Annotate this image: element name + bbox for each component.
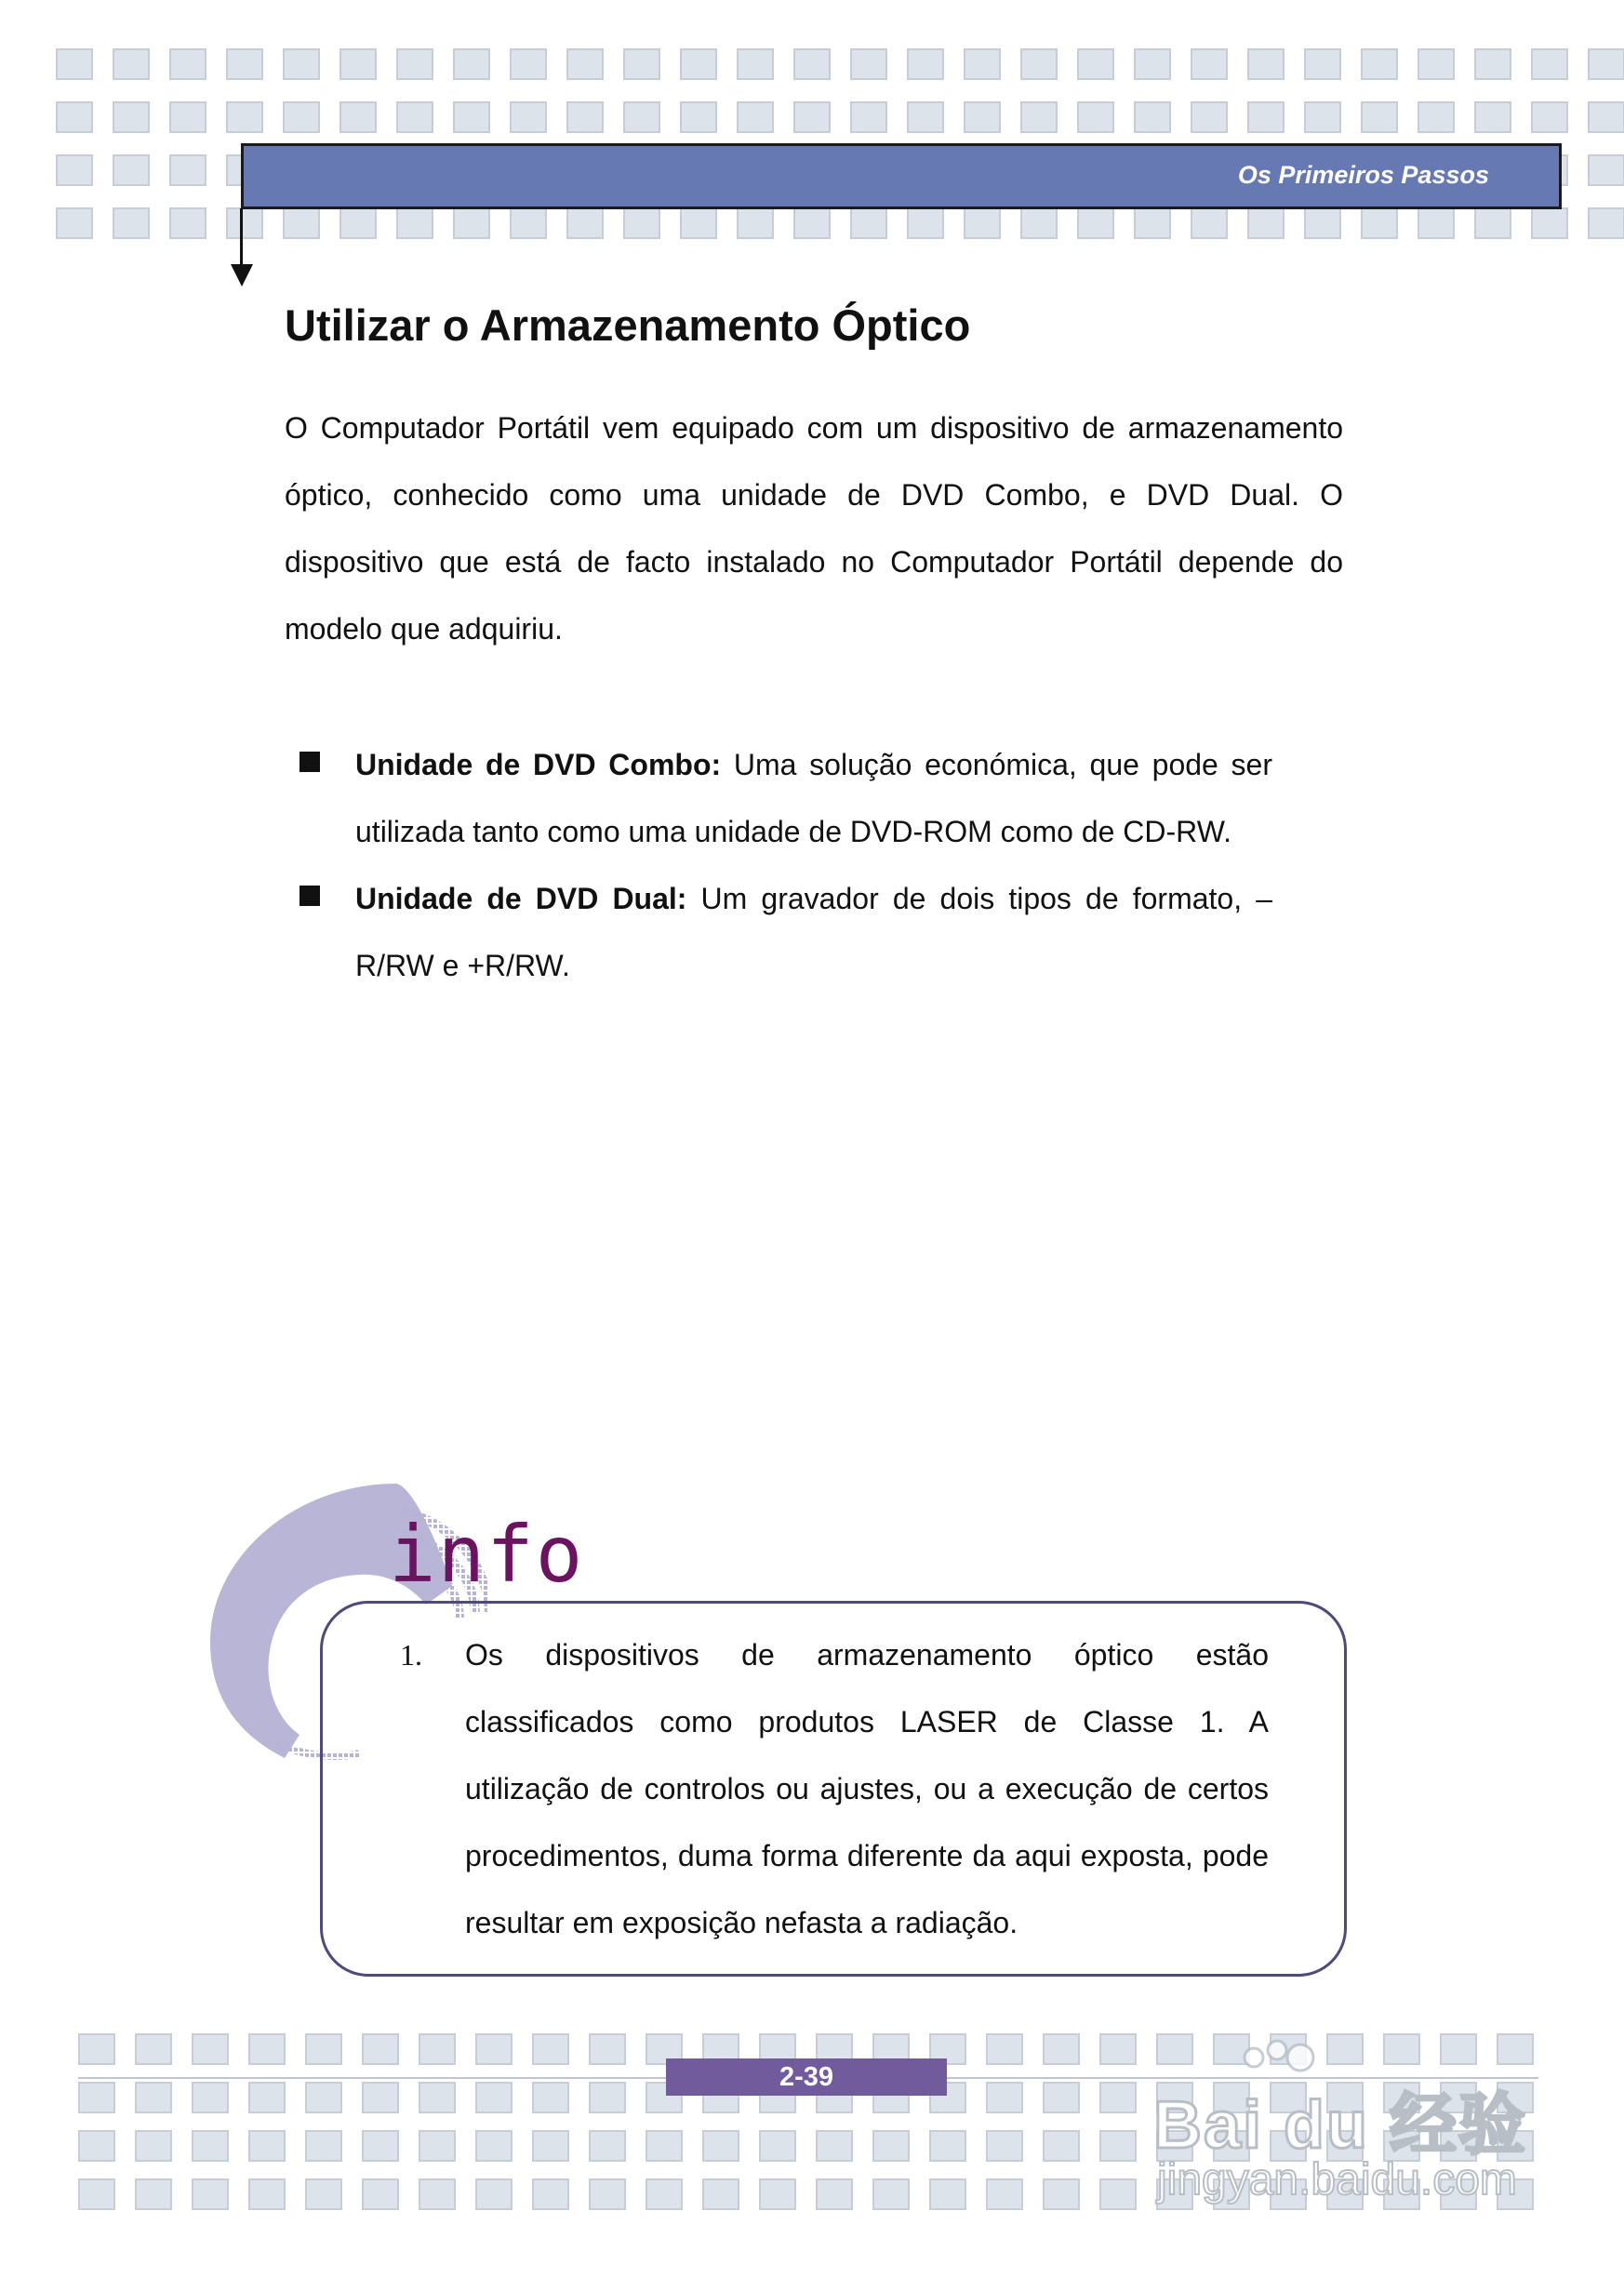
grid-tile [339,207,377,239]
grid-tile [964,207,1001,239]
grid-tile [169,101,206,133]
grid-tile [1588,207,1624,239]
grid-tile [475,2130,512,2162]
grid-tile [589,2178,626,2210]
grid-tile [623,207,660,239]
grid-tile [1531,48,1568,80]
grid-tile [396,48,433,80]
grid-tile [793,207,831,239]
grid-tile [192,2033,229,2065]
grid-tile [283,207,320,239]
grid-tile [737,101,774,133]
grid-tile [419,2082,456,2113]
grid-tile [1304,101,1341,133]
grid-tile [396,207,433,239]
grid-tile [113,207,150,239]
grid-tile [1134,101,1171,133]
grid-tile [1497,2033,1534,2065]
grid-tile [1020,207,1058,239]
grid-tile [396,101,433,133]
grid-tile [192,2178,229,2210]
grid-tile [1043,2033,1080,2065]
grid-tile [1247,48,1285,80]
grid-tile [248,2178,286,2210]
grid-tile [475,2082,512,2113]
grid-tile [510,48,547,80]
arrow-stem [240,208,243,268]
grid-tile [226,207,263,239]
grid-tile [1043,2082,1080,2113]
grid-tile [226,101,263,133]
grid-tile [737,48,774,80]
grid-tile [1077,101,1114,133]
bullet-term: Unidade de DVD Combo: [355,748,722,781]
grid-tile [283,48,320,80]
grid-tile [566,48,604,80]
grid-tile [737,207,774,239]
grid-tile [113,48,150,80]
grid-tile [510,101,547,133]
grid-tile [1418,48,1455,80]
grid-tile [192,2082,229,2113]
grid-tile [453,48,490,80]
grid-tile [305,2130,342,2162]
grid-tile [793,48,831,80]
grid-tile [339,48,377,80]
grid-tile [964,101,1001,133]
grid-tile [113,154,150,186]
grid-tile [475,2178,512,2210]
bullet-text: Uma solução económica, que pode ser utilizada tanto como uma unidade de DVD-ROM como de CD-RW. [355,748,1272,848]
grid-tile [169,207,206,239]
grid-tile [759,2130,796,2162]
grid-tile [1474,101,1511,133]
grid-tile [850,101,887,133]
arrow-down-icon [231,264,253,286]
grid-tile [1304,48,1341,80]
grid-tile [623,101,660,133]
grid-tile [56,154,93,186]
grid-tile [1099,2130,1137,2162]
page-number: 2-39 [666,2058,947,2096]
grid-tile [1418,207,1455,239]
grid-tile [680,48,717,80]
grid-tile [113,101,150,133]
grid-tile [532,2178,569,2210]
grid-tile [169,154,206,186]
grid-tile [872,2130,910,2162]
square-bullet-icon [300,886,320,906]
info-label: info [389,1509,585,1600]
grid-tile [362,2178,399,2210]
grid-tile [1134,207,1171,239]
grid-tile [1134,48,1171,80]
grid-tile [929,2178,966,2210]
info-item-number: 1. [400,1638,422,1672]
grid-tile [1474,207,1511,239]
grid-tile [135,2130,172,2162]
grid-tile [56,207,93,239]
grid-tile [135,2033,172,2065]
grid-tile [1077,48,1114,80]
grid-tile [1020,101,1058,133]
grid-tile [248,2130,286,2162]
grid-tile [1191,48,1228,80]
grid-tile [135,2178,172,2210]
grid-tile [986,2130,1023,2162]
grid-tile [1588,101,1624,133]
grid-tile [419,2178,456,2210]
grid-tile [78,2178,115,2210]
grid-tile [1191,207,1228,239]
grid-tile [872,2178,910,2210]
grid-tile [623,48,660,80]
grid-tile [248,2082,286,2113]
grid-tile [283,101,320,133]
grid-tile [226,48,263,80]
grid-tile [907,48,944,80]
grid-tile [1043,2130,1080,2162]
grid-tile [135,2082,172,2113]
grid-tile [1588,48,1624,80]
grid-tile [305,2033,342,2065]
grid-tile [1531,207,1568,239]
list-item [300,865,1272,999]
grid-tile [419,2130,456,2162]
grid-tile [1361,101,1398,133]
grid-tile [1531,101,1568,133]
grid-tile [680,207,717,239]
grid-tile [793,101,831,133]
grid-tile [929,2130,966,2162]
grid-tile [986,2033,1023,2065]
grid-tile [1099,2178,1137,2210]
grid-tile [589,2033,626,2065]
grid-tile [1474,48,1511,80]
grid-tile [816,2178,853,2210]
grid-tile [1077,207,1114,239]
grid-tile [646,2130,683,2162]
grid-tile [1418,101,1455,133]
square-bullet-icon [300,752,320,772]
grid-tile [680,101,717,133]
grid-tile [1099,2082,1137,2113]
grid-tile [56,101,93,133]
grid-tile [78,2033,115,2065]
grid-tile [964,48,1001,80]
grid-tile [1043,2178,1080,2210]
grid-tile [566,207,604,239]
grid-tile [566,101,604,133]
watermark-brand: Bai du 经验 [1153,2088,1528,2163]
feature-list [300,731,1272,999]
grid-tile [532,2082,569,2113]
grid-tile [1247,207,1285,239]
grid-tile [1361,207,1398,239]
intro-paragraph: O Computador Portátil vem equipado com um dispositivo de armazenamento óptico, conhecido como uma unidade de DVD Combo, e DVD Dual. O dispositivo que está de facto instalado no Computador Portátil depende do modelo que adquiriu. [285,411,1343,646]
grid-tile [532,2033,569,2065]
watermark-url: jingyan.baidu.com [1157,2155,1517,2205]
grid-tile [453,207,490,239]
bullet-term: Unidade de DVD Dual: [355,882,687,915]
grid-tile [453,101,490,133]
grid-tile [1383,2033,1420,2065]
grid-tile [339,101,377,133]
grid-tile [248,2033,286,2065]
grid-tile [589,2130,626,2162]
grid-tile [510,207,547,239]
grid-tile [1191,101,1228,133]
grid-tile [192,2130,229,2162]
grid-tile [1588,154,1624,186]
info-item-text: Os dispositivos de armazenamento óptico estão classificados como produtos LASER de Classe 1. A utilização de controlos ou ajustes, ou a execução de certos procedimentos, duma forma diferente da aqui exposta, pode resultar em exposição nefasta a radiação. [465,1638,1269,1939]
grid-tile [1099,2033,1137,2065]
grid-tile [702,2178,739,2210]
grid-tile [169,48,206,80]
grid-tile [850,48,887,80]
grid-tile [759,2178,796,2210]
grid-tile [589,2082,626,2113]
list-item [300,731,1272,865]
grid-tile [1326,2033,1364,2065]
grid-tile [1440,2033,1477,2065]
grid-tile [78,2130,115,2162]
grid-tile [419,2033,456,2065]
grid-tile [1247,101,1285,133]
grid-tile [305,2082,342,2113]
page-title: Utilizar o Armazenamento Óptico [285,300,971,350]
grid-tile [1020,48,1058,80]
grid-tile [816,2130,853,2162]
grid-tile [907,207,944,239]
bullet-text: Um gravador de dois tipos de formato, –R/RW e +R/RW. [355,882,1273,982]
grid-tile [702,2130,739,2162]
grid-tile [78,2082,115,2113]
grid-tile [907,101,944,133]
grid-tile [362,2033,399,2065]
grid-tile [646,2178,683,2210]
section-title: Os Primeiros Passos [1237,161,1489,189]
grid-tile [986,2178,1023,2210]
grid-tile [986,2082,1023,2113]
grid-tile [56,48,93,80]
grid-tile [475,2033,512,2065]
grid-tile [305,2178,342,2210]
grid-tile [1361,48,1398,80]
grid-tile [850,207,887,239]
grid-tile [362,2130,399,2162]
grid-tile [1304,207,1341,239]
grid-tile [532,2130,569,2162]
grid-tile [362,2082,399,2113]
